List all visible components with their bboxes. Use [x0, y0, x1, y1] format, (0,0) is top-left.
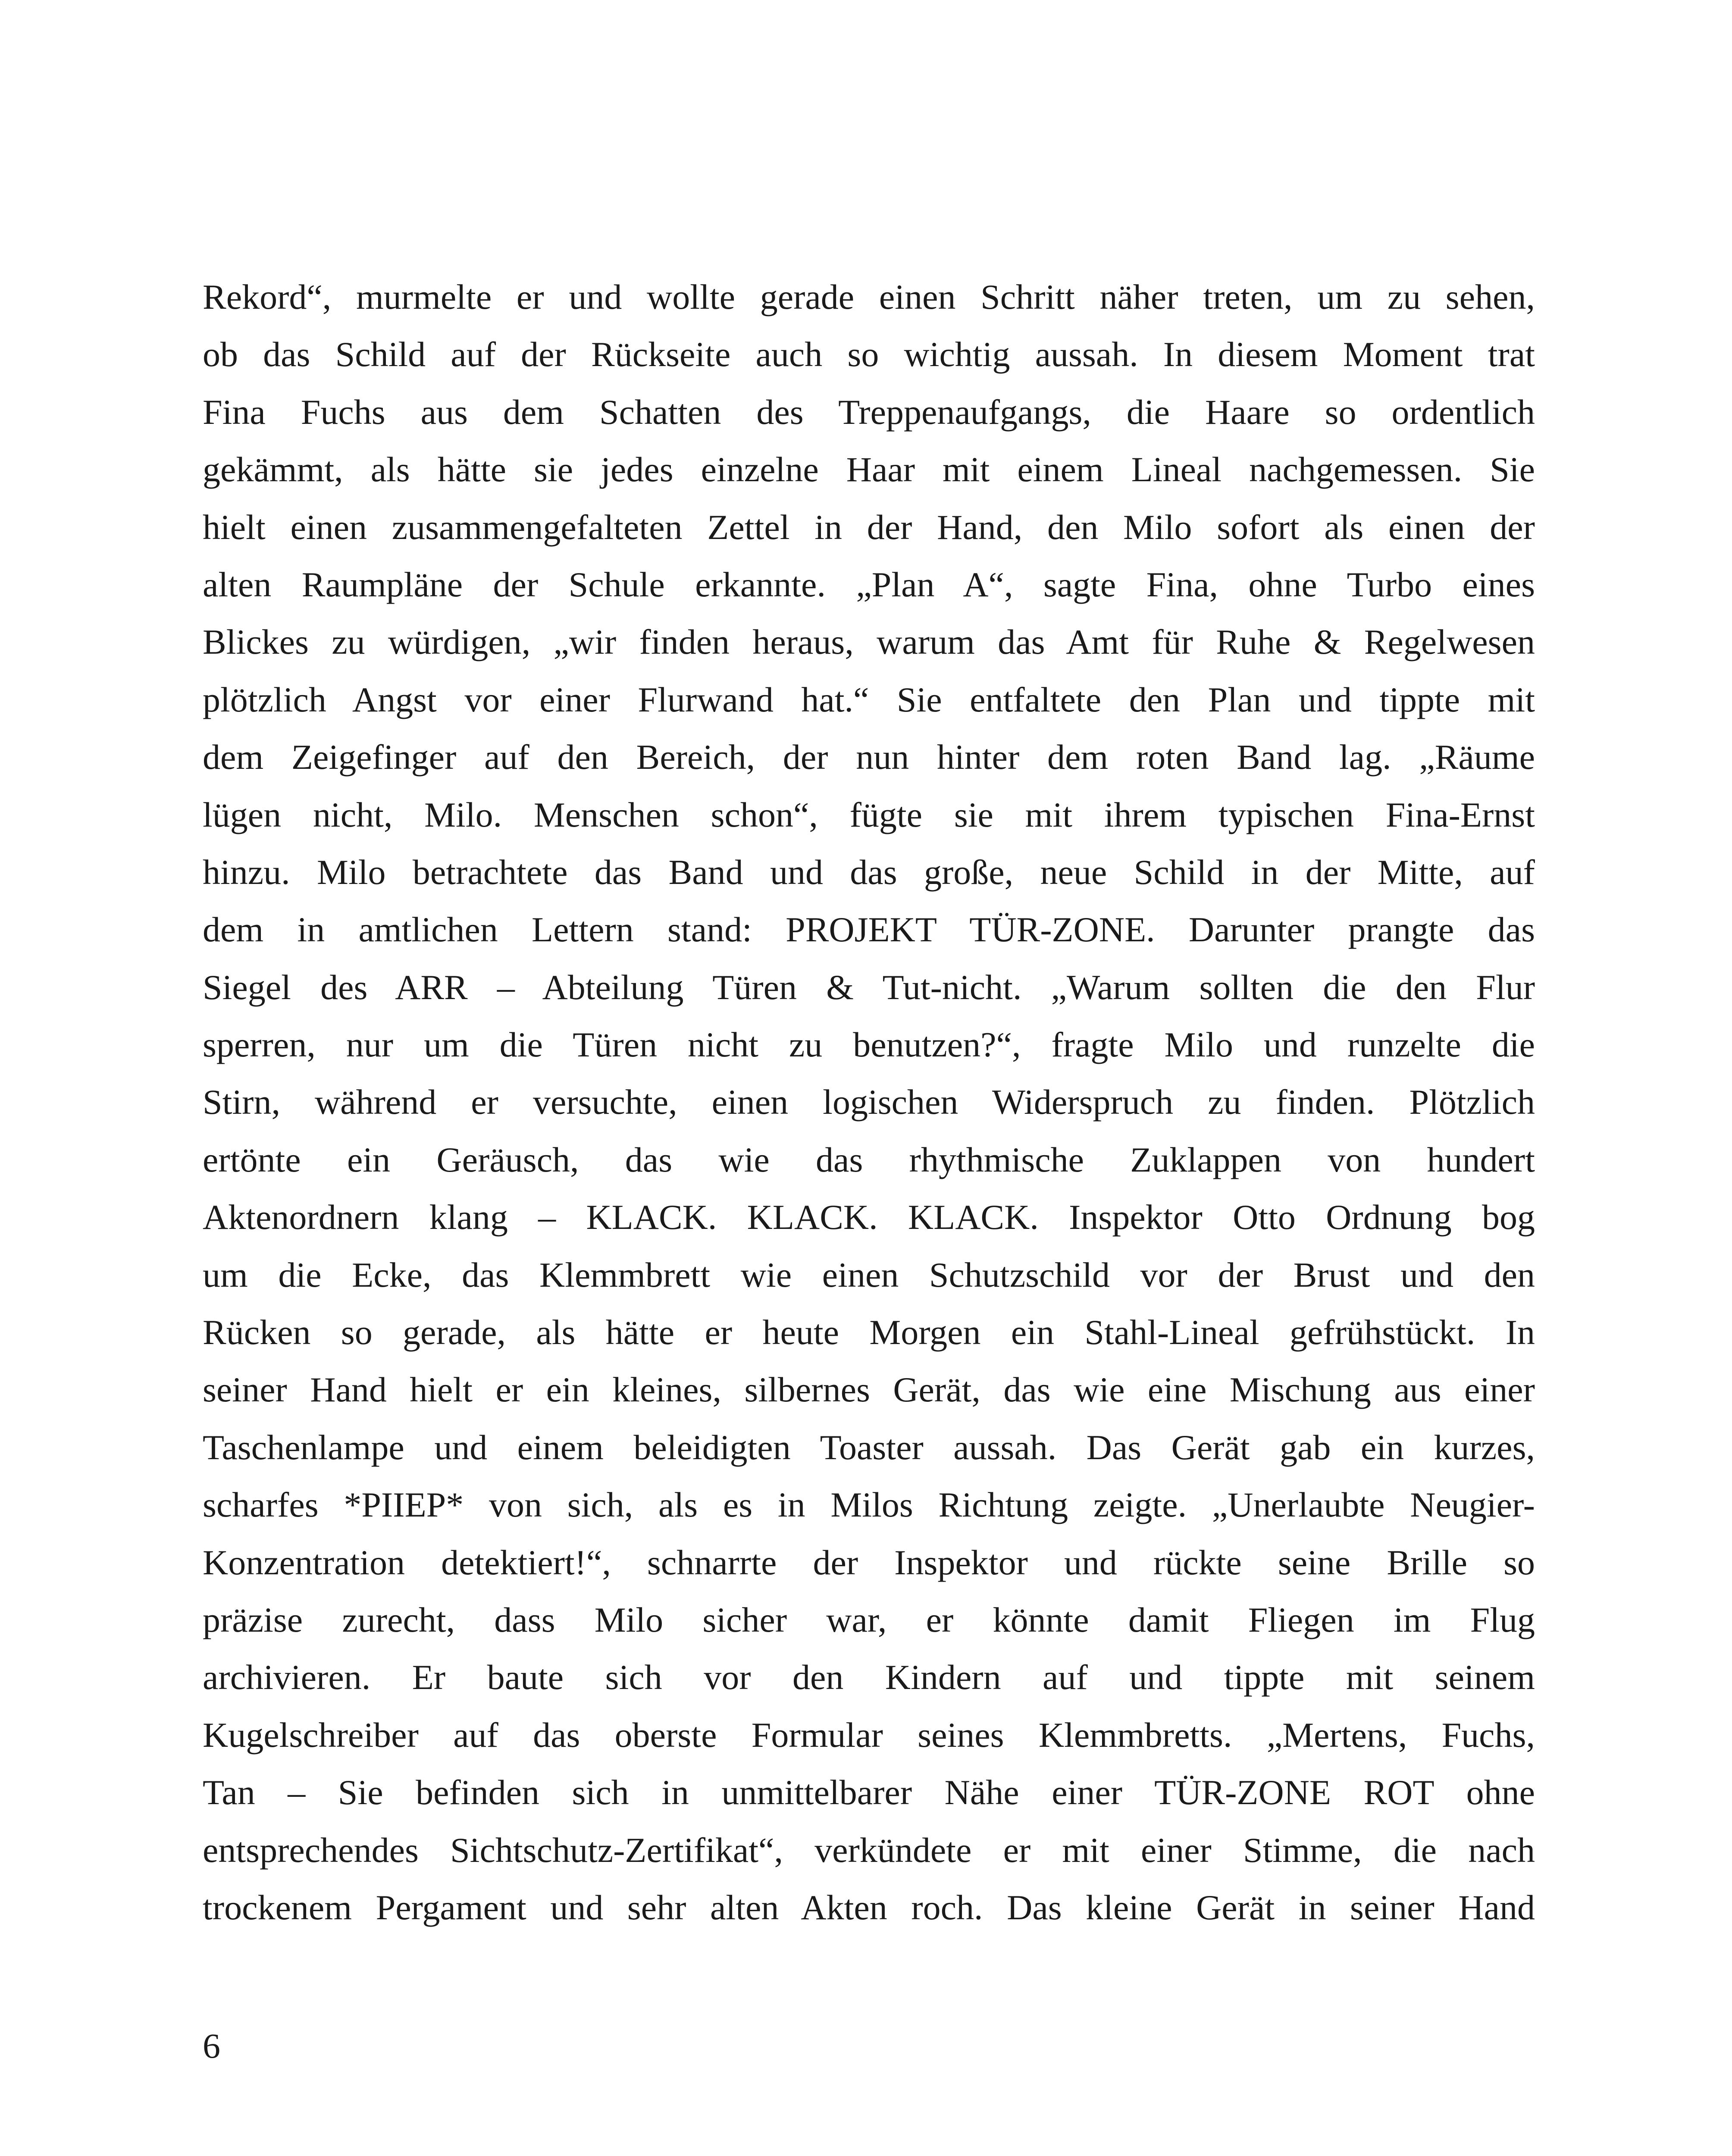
text-line: Blickes zu würdigen, „wir finden heraus, warum das Amt für Ruhe & Regelwesen [203, 622, 1535, 662]
text-line: Tan – Sie befinden sich in unmittelbarer Nähe einer TÜR-ZONE ROT ohne [203, 1773, 1535, 1812]
text-line: seiner Hand hielt er ein kleines, silbernes Gerät, das wie eine Mischung aus einer [203, 1370, 1535, 1410]
page-number: 6 [203, 2026, 220, 2065]
text-line: hielt einen zusammengefalteten Zettel in der Hand, den Milo sofort als einen der [203, 507, 1535, 547]
text-line: Kugelschreiber auf das oberste Formular seines Klemmbretts. „Mertens, Fuchs, [203, 1715, 1535, 1755]
text-line: lügen nicht, Milo. Menschen schon“, fügte sie mit ihrem typischen Fina-Ernst [203, 795, 1535, 834]
text-line: Rücken so gerade, als hätte er heute Morgen ein Stahl-Lineal gefrühstückt. In [203, 1313, 1535, 1352]
text-line: entsprechendes Sichtschutz-Zertifikat“, verkündete er mit einer Stimme, die nach [203, 1830, 1535, 1870]
text-line: archivieren. Er baute sich vor den Kindern auf und tippte mit seinem [203, 1658, 1535, 1697]
text-line: Taschenlampe und einem beleidigten Toaster aussah. Das Gerät gab ein kurzes, [203, 1427, 1535, 1467]
body-text [203, 268, 1535, 1936]
text-line: präzise zurecht, dass Milo sicher war, er könnte damit Fliegen im Flug [203, 1600, 1535, 1639]
text-line: Konzentration detektiert!“, schnarrte der Inspektor und rückte seine Brille so [203, 1542, 1535, 1582]
text-line: alten Raumpläne der Schule erkannte. „Plan A“, sagte Fina, ohne Turbo eines [203, 564, 1535, 604]
text-line: Siegel des ARR – Abteilung Türen & Tut-nicht. „Warum sollten die den Flur [203, 967, 1535, 1007]
text-line: Rekord“, murmelte er und wollte gerade einen Schritt näher treten, um zu sehen, [203, 277, 1535, 317]
text-line: scharfes *PIIEP* von sich, als es in Milos Richtung zeigte. „Unerlaubte Neugier- [203, 1485, 1535, 1525]
text-line: dem Zeigefinger auf den Bereich, der nun hinter dem roten Band lag. „Räume [203, 737, 1535, 777]
text-line: ob das Schild auf der Rückseite auch so wichtig aussah. In diesem Moment trat [203, 335, 1535, 374]
text-line: dem in amtlichen Lettern stand: PROJEKT TÜR-ZONE. Darunter prangte das [203, 910, 1535, 950]
text-line: trockenem Pergament und sehr alten Akten roch. Das kleine Gerät in seiner Hand [203, 1887, 1535, 1927]
text-line: Fina Fuchs aus dem Schatten des Treppenaufgangs, die Haare so ordentlich [203, 392, 1535, 432]
text-line: sperren, nur um die Türen nicht zu benutzen?“, fragte Milo und runzelte die [203, 1025, 1535, 1065]
text-line: hinzu. Milo betrachtete das Band und das große, neue Schild in der Mitte, auf [203, 852, 1535, 892]
text-line: um die Ecke, das Klemmbrett wie einen Schutzschild vor der Brust und den [203, 1255, 1535, 1294]
text-line: plötzlich Angst vor einer Flurwand hat.“ Sie entfaltete den Plan und tippte mit [203, 680, 1535, 719]
text-line: ertönte ein Geräusch, das wie das rhythmische Zuklappen von hundert [203, 1140, 1535, 1179]
text-line: Aktenordnern klang – KLACK. KLACK. KLACK. Inspektor Otto Ordnung bog [203, 1197, 1535, 1237]
text-line: Stirn, während er versuchte, einen logischen Widerspruch zu finden. Plötzlich [203, 1082, 1535, 1122]
text-line: gekämmt, als hätte sie jedes einzelne Haar mit einem Lineal nachgemessen. Sie [203, 450, 1535, 489]
